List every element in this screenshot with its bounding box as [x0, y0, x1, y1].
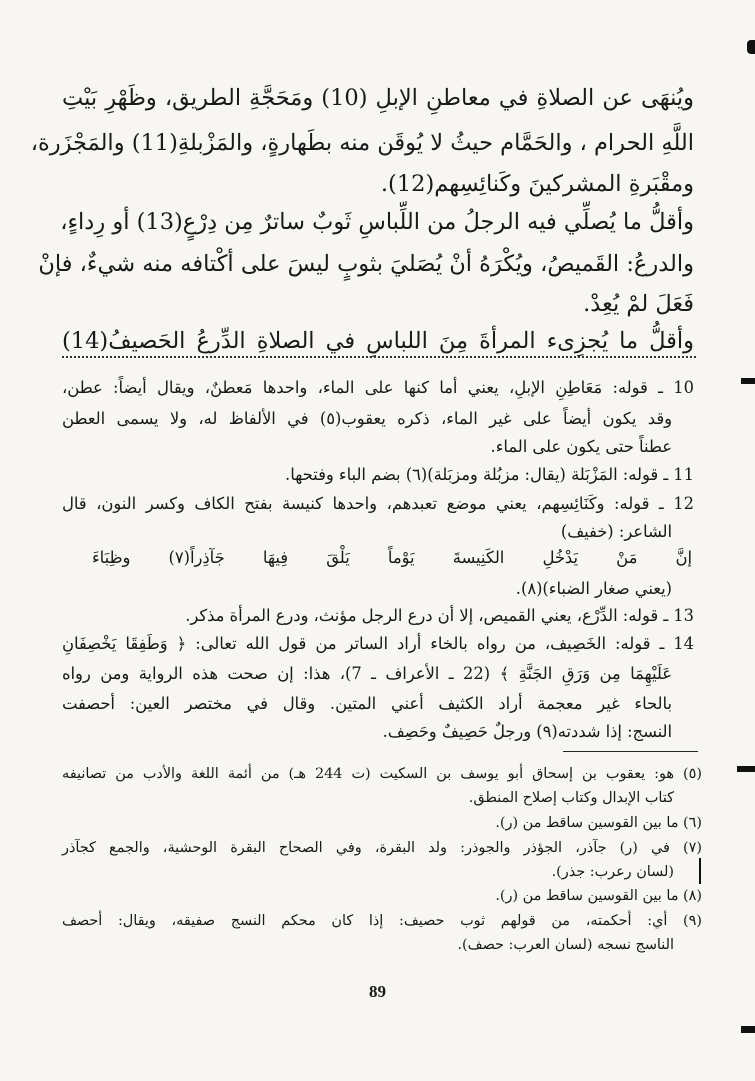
- commentary-line: 11 ـ قوله: المَزْبَلة (يقال: مزبُلة ومزبَلة)(٦) بضم الباء وفتحها.: [285, 465, 694, 484]
- note-line: (٩) أي: أحكمته، من قولهم ثوب حصيف: إذا كان محكم النسج صفيقه، ويقال: أحصف: [62, 913, 702, 929]
- note-line: (٥) هو: يعقوب بن إسحاق أبو يوسف بن السكيت (ت 244 هـ) من أئمة اللغة والأدب من تصانيفه: [62, 766, 703, 782]
- page-number: 89: [369, 982, 386, 1001]
- commentary-line: عَلَيْهِمَا مِن وَرَقِ الجَنَّةِ ﴾ (22 ـ الأعراف ـ 7)، هذا: إن صحت هذه الرواية ومن رواه: [62, 664, 672, 683]
- edge-mark: [741, 1026, 755, 1033]
- note-line: (٨) ما بين القوسين ساقط من (ر).: [495, 888, 702, 904]
- margin-mark: [699, 858, 701, 884]
- commentary-line: 14 ـ قوله: الخَصِيف، من رواه بالخاء أراد الساتر من قول الله تعالى: ﴿ وَطَفِقَا يَخْصِفَانِ: [62, 634, 694, 653]
- edge-mark: [747, 40, 755, 54]
- note-line: (لسان رعرب: جذر).: [551, 864, 674, 880]
- main-text-line: اللَّهِ الحرام ، والحَمَّام حيثُ لا يُوقَن منه بطَهارةٍ، والمَزْبلةِ(11) والمَجْزَرة،: [30, 130, 694, 156]
- commentary-line: 10 ـ قوله: مَعَاطِنِ الإبلِ، يعني أما كنها على الماء، واحدها مَعطنٌ، ويقال أيضاً: عطن،: [62, 378, 694, 397]
- main-text-line: ومقْبَرةِ المشركينَ وكَنائِسِهم(12).: [380, 171, 694, 197]
- main-text-line: والدرعُ: القَميصُ، ويُكْرَهُ أنْ يُصَليَ بثوبٍ ليسَ على أكْتافه منه شيءٌ، فإنْ: [38, 251, 694, 277]
- commentary-line: الشاعر: (خفيف): [560, 522, 672, 541]
- main-text-line: وأقلُّ ما يُجزِىء المرأةَ مِنَ اللباسِ في الصلاةِ الدِّرعُ الحَصيفُ(14): [62, 328, 694, 354]
- note-line: كتاب الإبدال وكتاب إصلاح المنطق.: [468, 790, 674, 806]
- commentary-line: عطناً حتى يكون على الماء.: [490, 437, 672, 456]
- dotted-separator: [62, 356, 696, 358]
- commentary-line: بالحاء غير معجمة أراد الكثيف أعني المتين. وقال في مختصر العين: أحصفت: [62, 694, 672, 713]
- note-line: (٧) في (ر) جآذر، الجؤذر والجوذر: ولد البقرة، وفي الصحاح البقرة الوحشية، والجمع كجآذر: [62, 840, 702, 856]
- main-text-line: فَعَلَ لمْ يُعِدْ.: [583, 291, 694, 317]
- edge-mark: [741, 378, 755, 384]
- commentary-line: النسج: إذا شددته(٩) ورجلٌ حَصِيفٌ وحَصِف.: [382, 722, 672, 741]
- commentary-line: وقد يكون أيضاً على غير الماء، ذكره يعقوب(٥) في الألفاظ له، ولا يسمى العطن: [62, 409, 673, 428]
- commentary-line: (يعني صغار الضباء)(٨).: [515, 579, 672, 598]
- edge-mark: [737, 766, 755, 772]
- poem-verse: إنَّ مَنْ يَدْخُلِ الكَنِيسةَ يَوْماً يَلْقَ فِيهَا جَآذِراً(٧) وظِبَاءَ: [92, 548, 692, 567]
- commentary-line: 12 ـ قوله: وكَنَائِسِهم، يعني موضع تعبدهم، واحدها كنيسة بفتح الكاف وكسر النون، قال: [62, 494, 694, 513]
- main-text-line: ويُنهَى عن الصلاةِ في معاطنِ الإبلِ (10) ومَحَجَّةِ الطريق، وظَهْرِ بَيْتِ: [62, 85, 695, 111]
- main-text-line: وأقلُّ ما يُصلِّي فيه الرجلُ من اللِّباسِ ثَوبٌ ساترٌ مِن دِرْعٍ(13) أو رِداءٍ،: [60, 209, 694, 235]
- commentary-line: 13 ـ قوله: الدِّرْع، يعني القميص، إلا أن درع الرجل مؤنث، ودرع المرأة مذكر.: [185, 606, 694, 625]
- note-line: الناسج نسجه (لسان العرب: حصف).: [457, 937, 674, 953]
- footnote-separator: [563, 751, 698, 752]
- note-line: (٦) ما بين القوسين ساقط من (ر).: [495, 815, 702, 831]
